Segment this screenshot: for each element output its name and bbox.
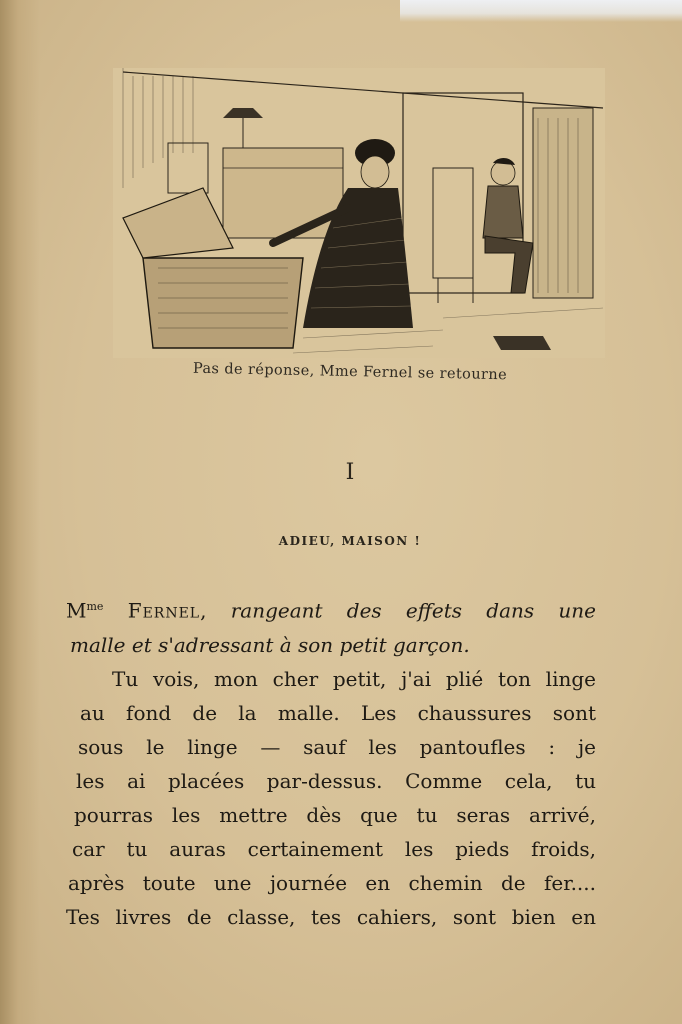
speaker-name: Fernel <box>127 598 201 623</box>
body-line: Tes livres de classe, tes cahiers, sont bien en <box>66 904 596 929</box>
chapter-number: I <box>345 460 355 485</box>
body-line: car tu auras certainement les pieds froids, <box>72 836 596 861</box>
body-line: Tu vois, mon cher petit, j'ai plié ton linge <box>112 666 596 691</box>
book-spine-shadow <box>0 0 40 1024</box>
body-line: pourras les mettre dès que tu seras arrivé, <box>74 802 596 827</box>
chapter-title: ADIEU, MAISON ! <box>278 534 422 548</box>
body-text <box>66 590 596 934</box>
illustration-caption: Pas de réponse, Mme Fernel se retourne <box>192 360 508 384</box>
body-line: au fond de la malle. Les chaussures sont <box>80 700 596 725</box>
speaker-prefix: M <box>66 598 87 623</box>
body-line: sous le linge — sauf les pantoufles : je <box>78 734 596 759</box>
stage-direction-line-2: malle et s'adressant à son petit garçon. <box>70 632 470 657</box>
background-surface <box>400 0 682 22</box>
body-line: après toute une journée en chemin de fer.... <box>68 870 596 895</box>
stage-direction-line-1: $M^{me}$ Fernel, rangeant des effets dans une <box>66 598 597 623</box>
speaker-superscript: me <box>86 600 104 613</box>
body-line: les ai placées par-dessus. Comme cela, tu <box>76 768 596 793</box>
engraving-illustration <box>113 68 605 358</box>
stage-direction-text-1: rangeant des effets dans une <box>230 598 597 623</box>
